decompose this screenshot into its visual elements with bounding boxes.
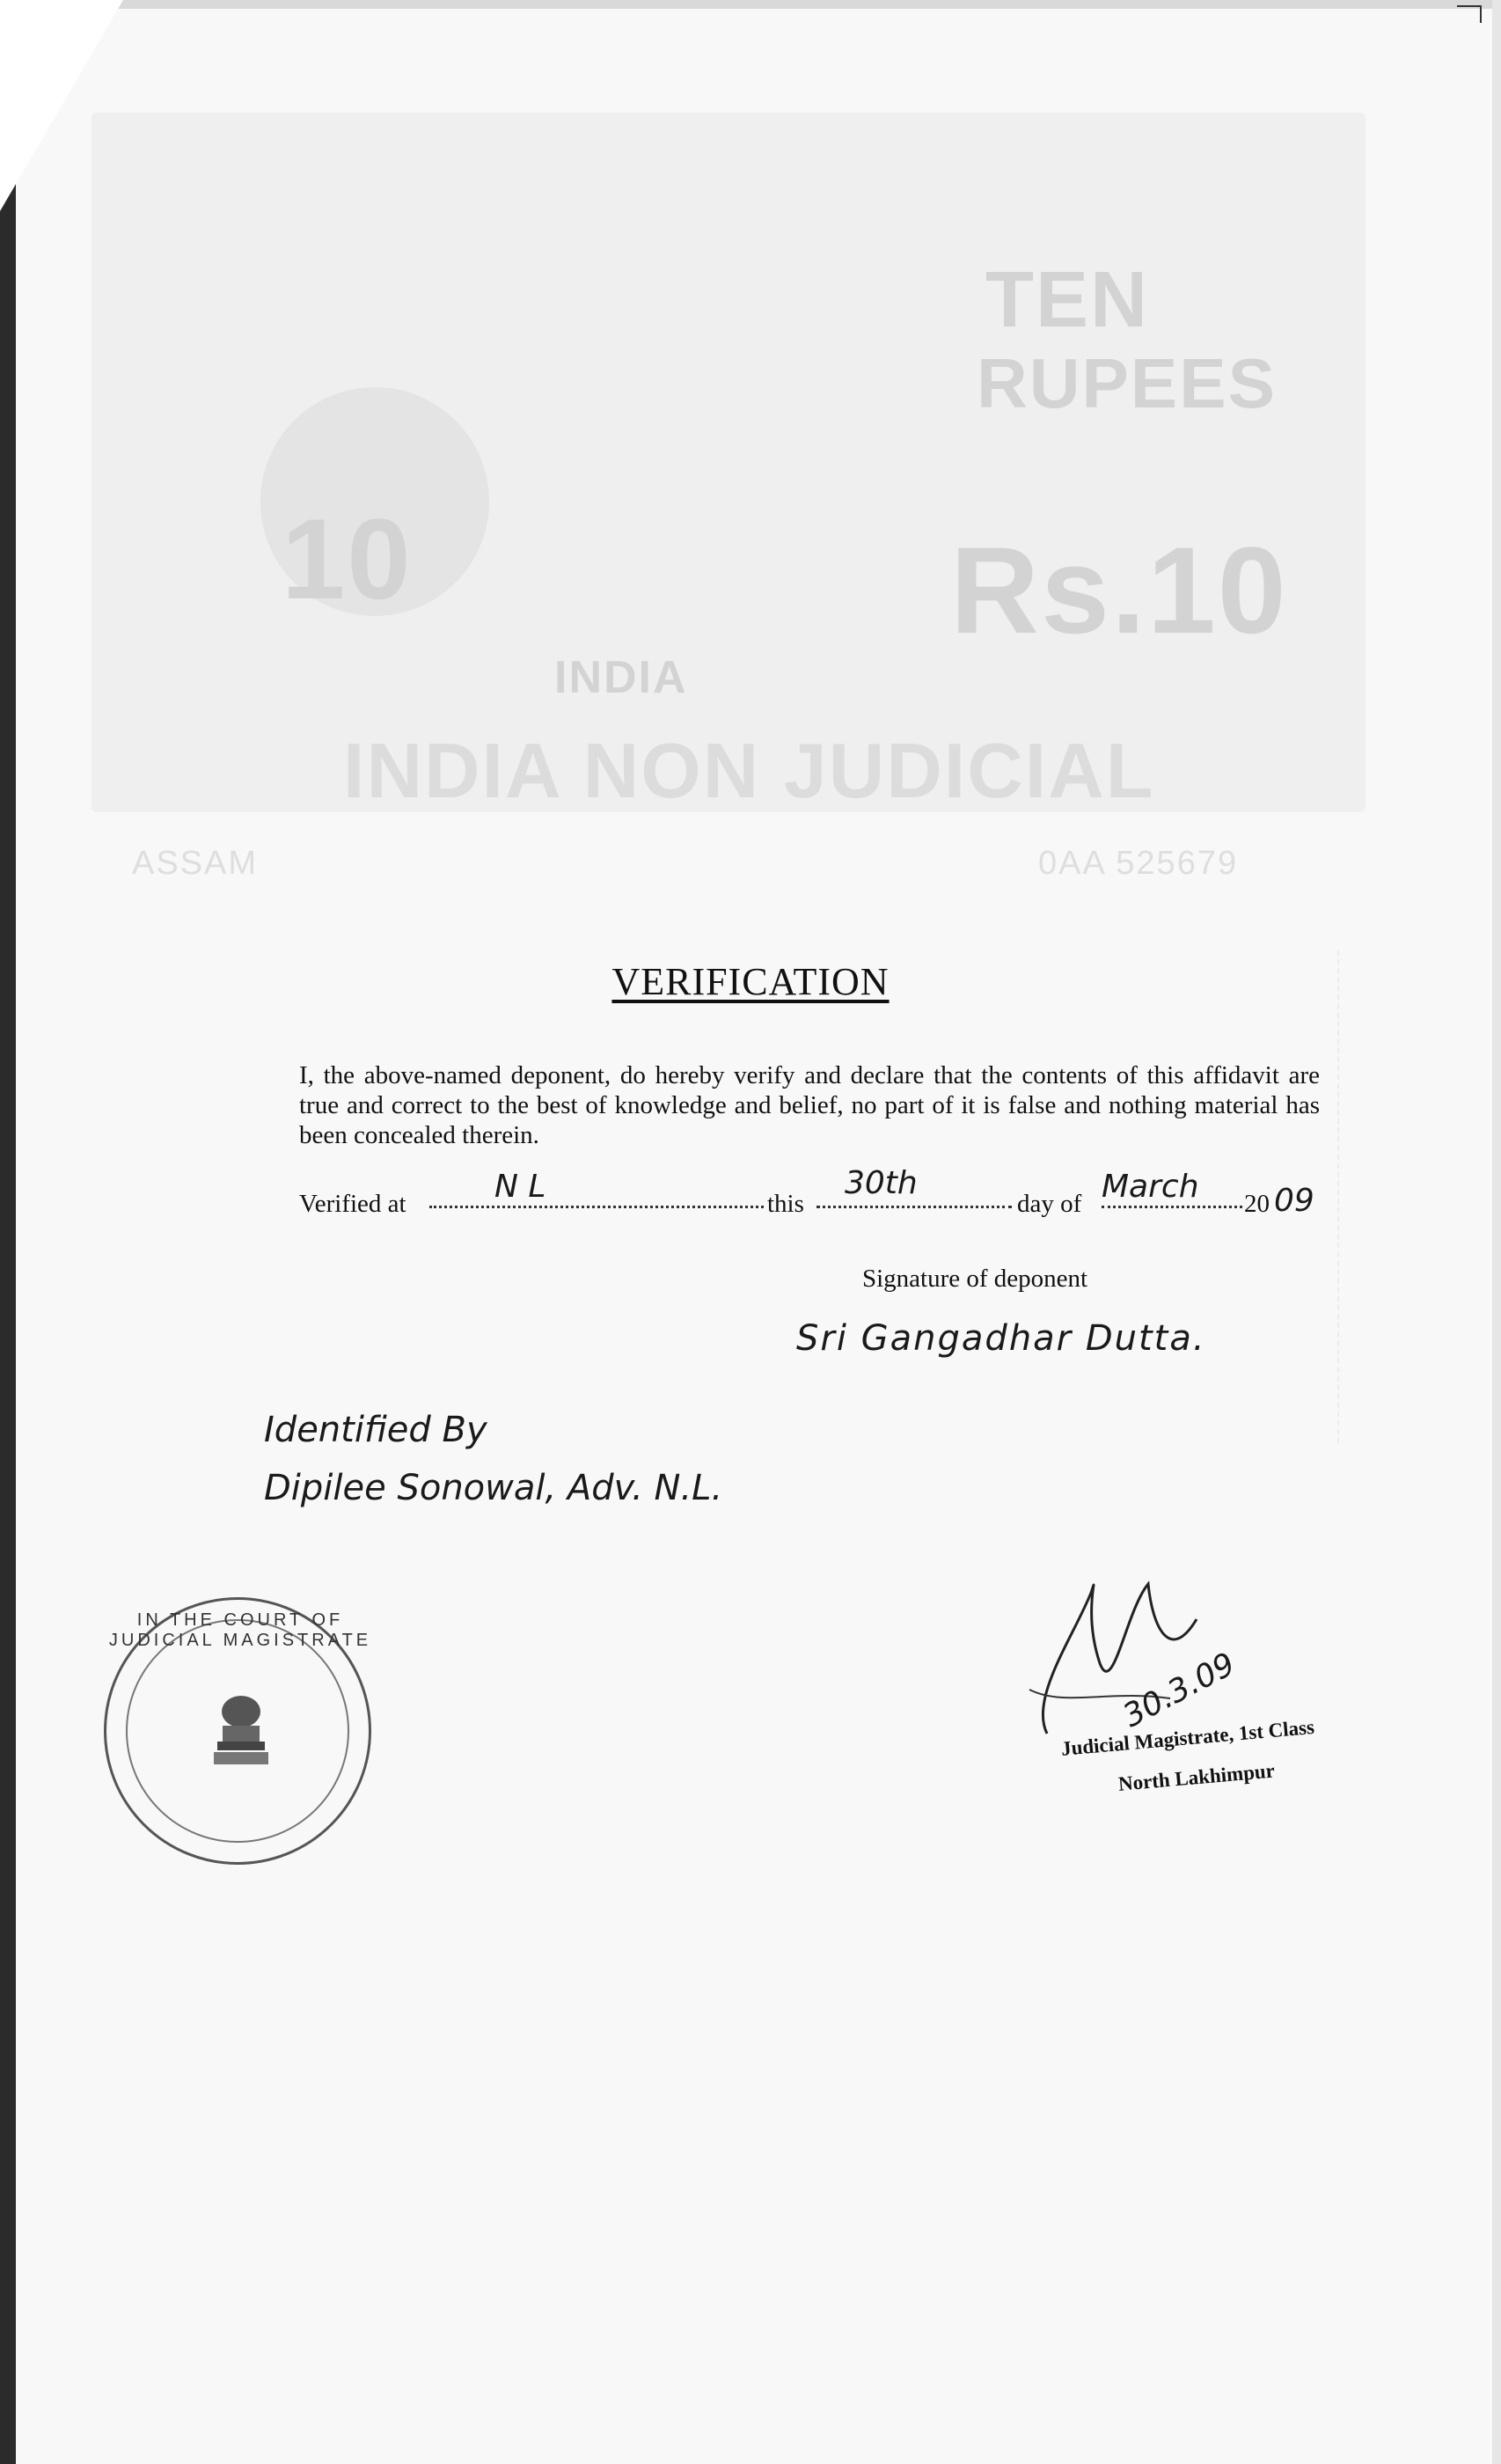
dotted-line bbox=[816, 1206, 1012, 1208]
magistrate-place: North Lakhimpur bbox=[1117, 1759, 1276, 1795]
stamp-serial: 0AA 525679 bbox=[1038, 845, 1239, 882]
month-value: March bbox=[1102, 1169, 1199, 1205]
year-suffix: 09 bbox=[1274, 1183, 1314, 1219]
stamp-value-left: 10 bbox=[282, 495, 413, 623]
page-title: VERIFICATION bbox=[611, 960, 890, 1003]
corner-mark bbox=[1457, 5, 1482, 23]
stamp-ten: TEN bbox=[985, 256, 1149, 344]
scan-right-edge bbox=[1492, 0, 1501, 2464]
identifier-name: Dipilee Sonowal, Adv. N.L. bbox=[264, 1468, 723, 1508]
year-prefix: 20 bbox=[1244, 1190, 1270, 1218]
stamp-banner: INDIA NON JUDICIAL bbox=[343, 727, 1155, 814]
stamp-rupees: RUPEES bbox=[977, 344, 1277, 422]
court-seal bbox=[104, 1597, 371, 1865]
day-value: 30th bbox=[845, 1165, 918, 1201]
identified-by-line: Identified By bbox=[264, 1410, 487, 1450]
magistrate-title: Judicial Magistrate, 1st Class bbox=[1060, 1715, 1315, 1760]
stamp-india: INDIA bbox=[554, 652, 688, 703]
this-label: this bbox=[767, 1190, 804, 1218]
national-emblem-icon bbox=[210, 1692, 272, 1771]
magistrate-date: 30.3.09 bbox=[1117, 1646, 1241, 1735]
verification-paragraph: I, the above-named deponent, do hereby verify and declare that the contents of this affidavit are true and correct to the best of knowledge and belief, no part of it is false and nothing material has been concealed therein. bbox=[299, 1061, 1320, 1149]
verified-at-value: N L bbox=[494, 1169, 546, 1205]
dotted-line bbox=[1102, 1206, 1242, 1208]
court-seal-text: IN THE COURT OF JUDICIAL MAGISTRATE bbox=[108, 1610, 372, 1650]
deponent-signature: Sri Gangadhar Dutta. bbox=[796, 1318, 1206, 1359]
stamp-value-right: Rs.10 bbox=[950, 521, 1288, 659]
scan-top-edge bbox=[16, 0, 1501, 9]
dotted-line bbox=[429, 1206, 764, 1208]
scan-left-edge bbox=[0, 0, 16, 2464]
signature-label: Signature of deponent bbox=[862, 1265, 1088, 1293]
stamp-place: ASSAM bbox=[132, 845, 259, 882]
verified-at-label: Verified at bbox=[299, 1190, 406, 1218]
day-of-label: day of bbox=[1017, 1190, 1082, 1218]
ghost-side-mark bbox=[1337, 950, 1392, 1443]
